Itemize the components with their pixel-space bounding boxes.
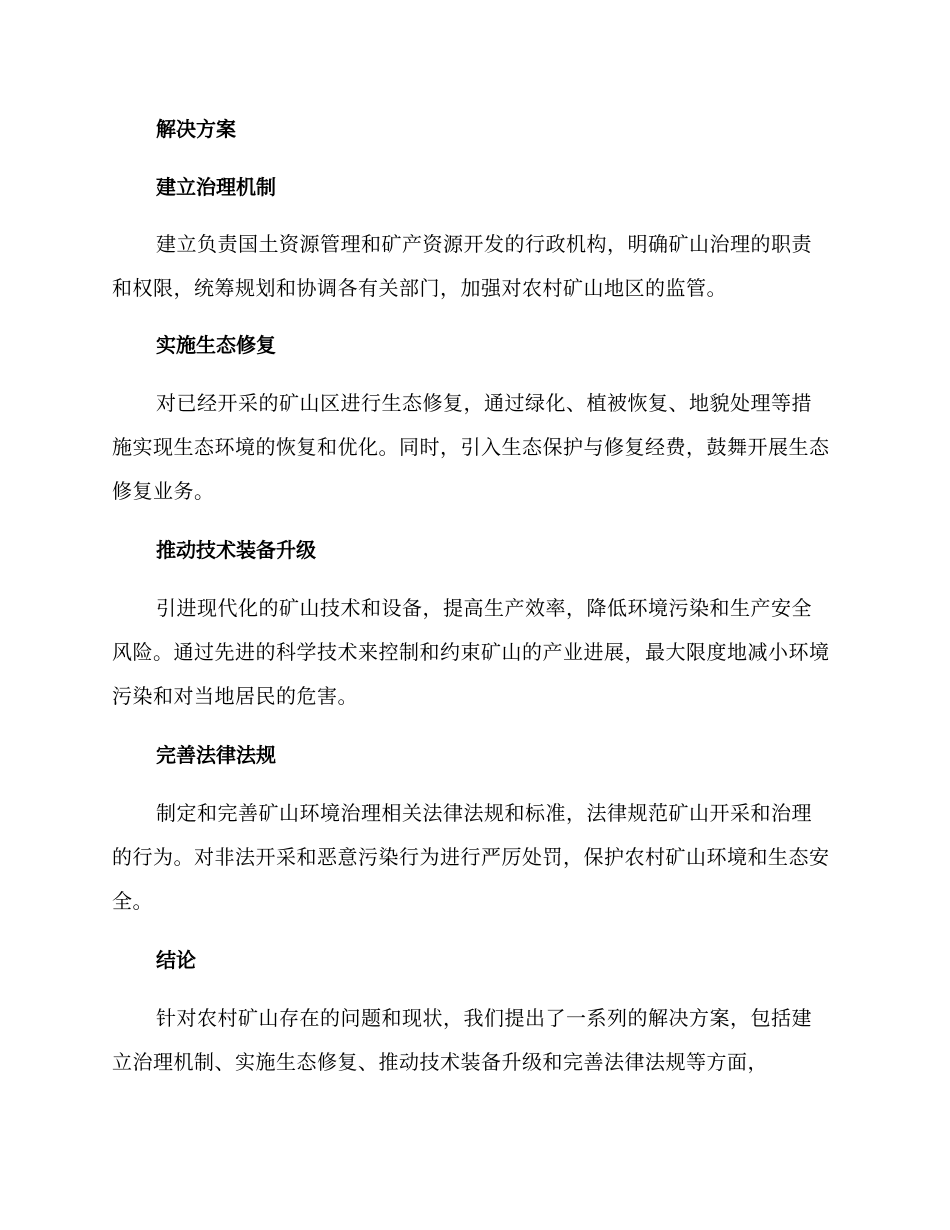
heading-laws-regulations: 完善法律法规 — [156, 743, 276, 767]
heading-conclusion: 结论 — [156, 948, 196, 972]
paragraph-ecological-restoration: 对已经开采的矿山区进行生态修复，通过绿化、植被恢复、地貌处理等措施实现生态环境的恢复和优化。同时，引入生态保护与修复经费，鼓舞开展生态修复业务。 — [112, 391, 830, 503]
heading-technology-upgrade: 推动技术装备升级 — [156, 538, 316, 562]
section-title: 解决方案 — [156, 117, 236, 141]
paragraph-technology-upgrade: 引进现代化的矿山技术和设备，提高生产效率，降低环境污染和生产安全风险。通过先进的科学技术来控制和约束矿山的产业进展，最大限度地减小环境污染和对当地居民的危害。 — [112, 596, 830, 708]
paragraph-laws-regulations: 制定和完善矿山环境治理相关法律法规和标准，法律规范矿山开采和治理的行为。对非法开采和恶意污染行为进行严厉处罚，保护农村矿山环境和生态安全。 — [112, 801, 830, 913]
heading-ecological-restoration: 实施生态修复 — [156, 333, 276, 357]
heading-governance-mechanism: 建立治理机制 — [156, 175, 276, 199]
paragraph-governance-mechanism: 建立负责国土资源管理和矿产资源开发的行政机构，明确矿山治理的职责和权限，统筹规划和协调各有关部门，加强对农村矿山地区的监管。 — [112, 232, 812, 300]
paragraph-conclusion: 针对农村矿山存在的问题和现状，我们提出了一系列的解决方案，包括建立治理机制、实施生态修复、推动技术装备升级和完善法律法规等方面， — [112, 1006, 812, 1074]
